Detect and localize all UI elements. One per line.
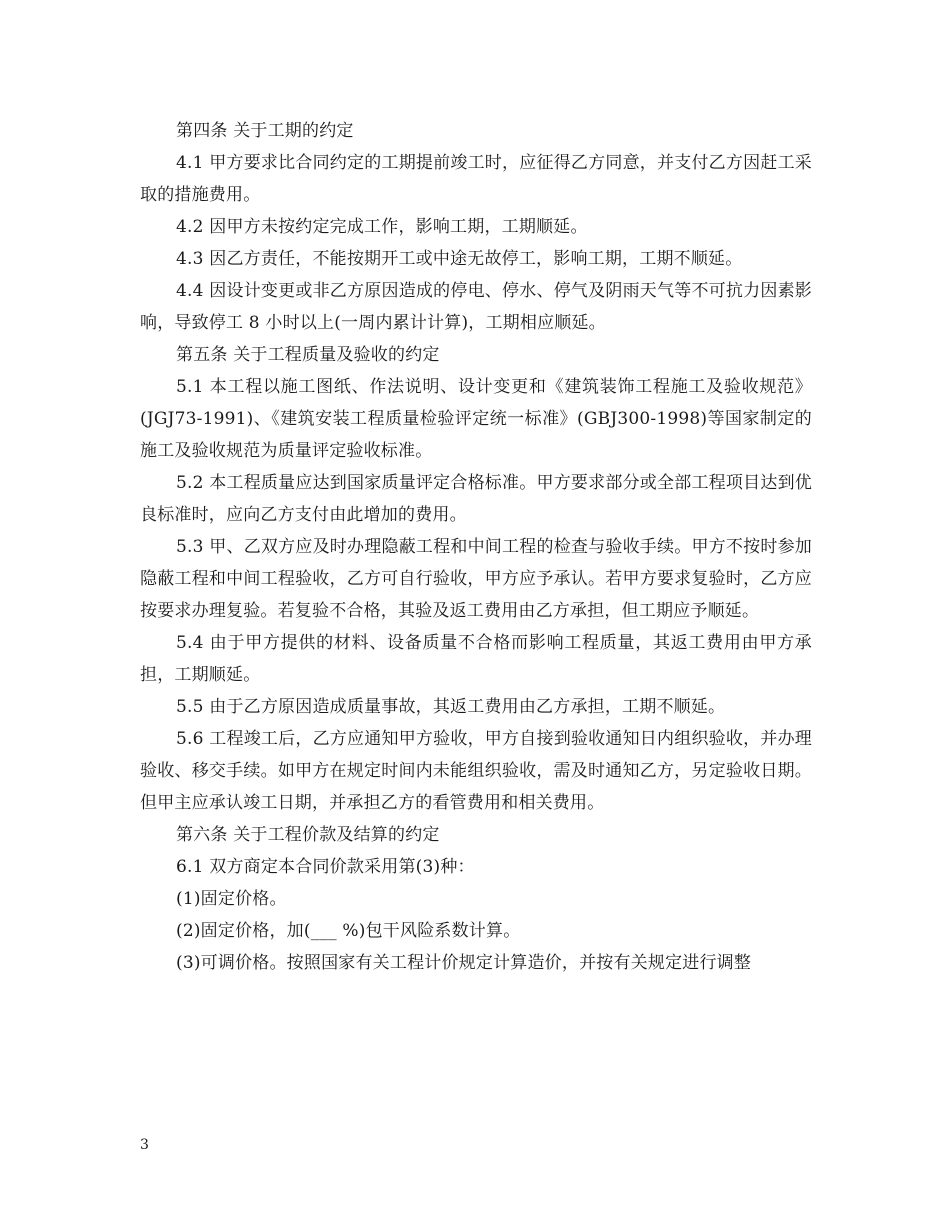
article-4-heading: 第四条 关于工期的约定	[176, 121, 354, 141]
clause-5-6: 5.6 工程竣工后，乙方应通知甲方验收，甲方自接到验收通知日内组织验收，并办理验收、移交手续。如甲方在规定时间内未能组织验收，需及时通知乙方，另定验收日期。但甲主应承认竣工日期，并承担乙方的看管费用和相关费用。	[140, 729, 812, 813]
clause-5-5: 5.5 由于乙方原因造成质量事故，其返工费用由乙方承担，工期不顺延。	[176, 697, 726, 717]
option-2: (2)固定价格，加(___ %)包干风险系数计算。	[176, 921, 521, 941]
clause-5-2: 5.2 本工程质量应达到国家质量评定合格标准。甲方要求部分或全部工程项目达到优良标准时，应向乙方支付由此增加的费用。	[140, 473, 812, 525]
clause-5-4: 5.4 由于甲方提供的材料、设备质量不合格而影响工程质量，其返工费用由甲方承担，工期顺延。	[140, 633, 812, 685]
clause-5-3: 5.3 甲、乙双方应及时办理隐蔽工程和中间工程的检查与验收手续。甲方不按时参加隐蔽工程和中间工程验收，乙方可自行验收，甲方应予承认。若甲方要求复验时，乙方应按要求办理复验。若复验不合格，其验及返工费用由乙方承担，但工期应予顺延。	[140, 537, 812, 621]
clause-4-1: 4.1 甲方要求比合同约定的工期提前竣工时，应征得乙方同意，并支付乙方因赶工采取的措施费用。	[140, 153, 812, 205]
clause-5-1: 5.1 本工程以施工图纸、作法说明、设计变更和《建筑装饰工程施工及验收规范》(JGJ73-1991)、《建筑安装工程质量检验评定统一标准》(GBJ300-1998)等国家制定的施工及验收规范为质量评定验收标准。	[140, 377, 812, 461]
option-1: (1)固定价格。	[176, 889, 287, 909]
document-body	[140, 115, 812, 979]
option-3: (3)可调价格。按照国家有关工程计价规定计算造价，并按有关规定进行调整	[176, 953, 752, 973]
clause-4-4: 4.4 因设计变更或非乙方原因造成的停电、停水、停气及阴雨天气等不可抗力因素影响，导致停工 8 小时以上(一周内累计计算)，工期相应顺延。	[140, 281, 812, 333]
article-6-heading: 第六条 关于工程价款及结算的约定	[176, 825, 440, 845]
clause-6-1: 6.1 双方商定本合同价款采用第(3)种：	[176, 857, 475, 877]
page-number: 3	[140, 1137, 149, 1153]
clause-4-2: 4.2 因甲方未按约定完成工作，影响工期，工期顺延。	[176, 217, 588, 237]
article-5-heading: 第五条 关于工程质量及验收的约定	[176, 345, 440, 365]
clause-4-3: 4.3 因乙方责任，不能按期开工或中途无故停工，影响工期，工期不顺延。	[176, 249, 743, 269]
